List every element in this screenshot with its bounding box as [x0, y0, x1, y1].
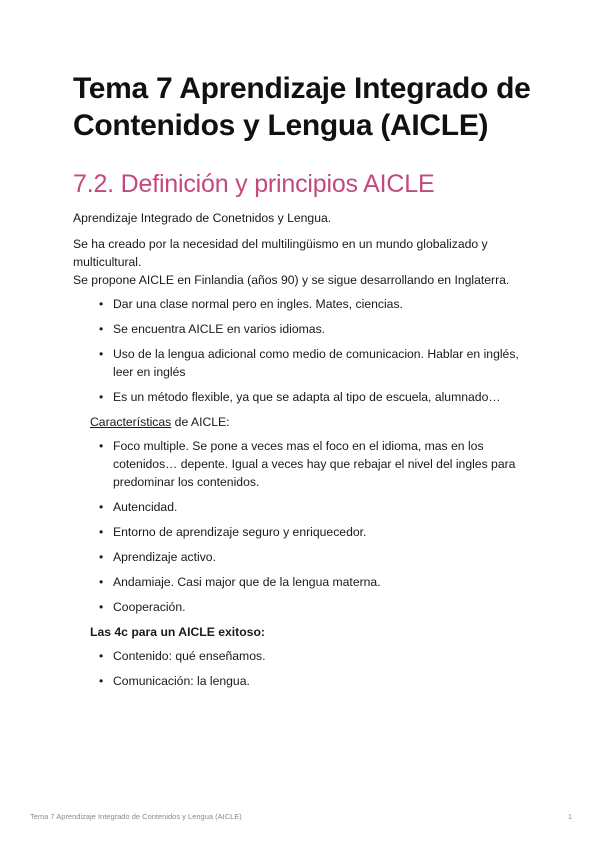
four-c-heading: Las 4c para un AICLE exitoso: [90, 625, 265, 639]
characteristics-suffix: de AICLE: [171, 415, 230, 429]
bullet-list-four-c [73, 647, 533, 690]
bullet-list-characteristics [73, 437, 533, 616]
page-number: 1 [567, 812, 572, 821]
intro-line: Aprendizaje Integrado de Conetnidos y Lengua. [73, 211, 332, 225]
list-item: • Cooperación. [113, 598, 533, 616]
page-title: Tema 7 Aprendizaje Integrado de Contenidos y Lengua (AICLE) [73, 72, 531, 142]
list-item: • Uso de la lengua adicional como medio de comunicacion. Hablar en inglés, leer en inglés [113, 345, 533, 381]
list-item: • Es un método flexible, ya que se adapta al tipo de escuela, alumnado… [113, 388, 533, 406]
list-item: • Foco multiple. Se pone a veces mas el foco en el idioma, mas en los cotenidos… depente. Igual a veces hay que rebajar el nivel del ingles para predominar los contenidos. [113, 437, 533, 491]
paragraph-multilingualism: Se ha creado por la necesidad del multilingüismo en un mundo globalizado y multicultural. [73, 237, 488, 269]
footer-text: Tema 7 Aprendizaje Integrado de Contenidos y Lengua (AICLE) [30, 812, 242, 821]
section-heading: 7.2. Definición y principios AICLE [73, 170, 435, 198]
list-item: • Aprendizaje activo. [113, 548, 533, 566]
document-page [73, 70, 533, 697]
list-item: • Andamiaje. Casi major que de la lengua materna. [113, 573, 533, 591]
list-item: • Dar una clase normal pero en ingles. Mates, ciencias. [113, 295, 533, 313]
list-item: • Se encuentra AICLE en varios idiomas. [113, 320, 533, 338]
list-item: • Entorno de aprendizaje seguro y enriquecedor. [113, 523, 533, 541]
bullet-list-general [73, 295, 533, 406]
list-item: • Autencidad. [113, 498, 533, 516]
characteristics-line [90, 413, 533, 431]
list-item: • Comunicación: la lengua. [113, 672, 533, 690]
paragraph-finland: Se propone AICLE en Finlandia (años 90) y se sigue desarrollando en Inglaterra. [73, 273, 510, 287]
list-item: • Contenido: qué enseñamos. [113, 647, 533, 665]
characteristics-label: Características [90, 415, 172, 429]
